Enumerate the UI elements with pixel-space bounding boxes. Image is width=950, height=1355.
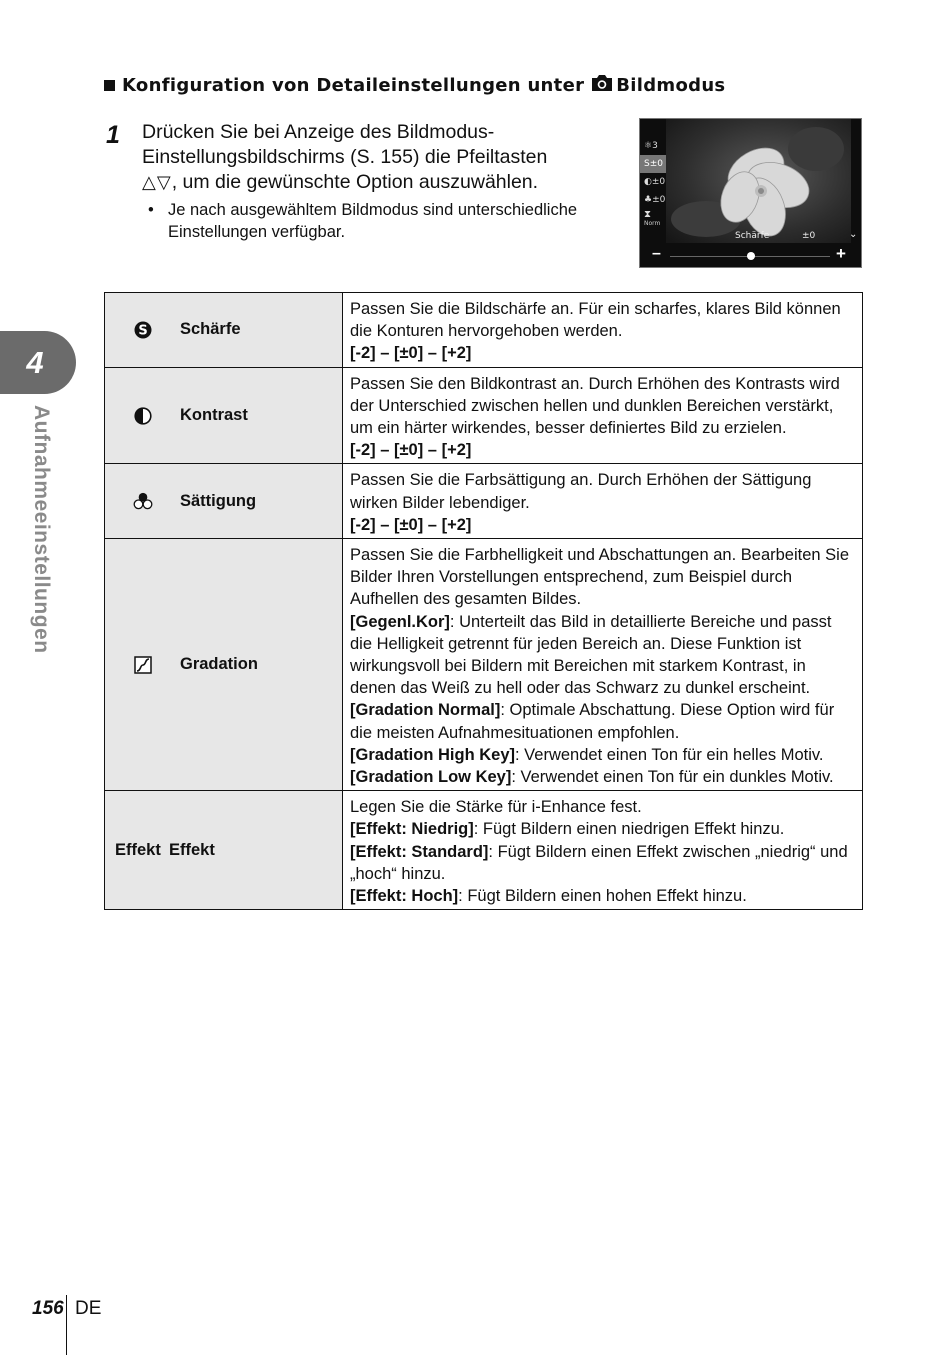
setting-name: Effekt (169, 840, 215, 859)
settings-table (104, 292, 863, 910)
minus-icon: – (652, 245, 661, 262)
setting-description: Passen Sie die Bildschärfe an. Für ein scharfes, klares Bild können die Konturen hervorgehoben werden. [-2] – [±0] – [+2] (343, 293, 863, 368)
slider-knob (747, 252, 755, 260)
language-code: DE (75, 1298, 102, 1319)
flower-photo (666, 119, 851, 243)
camera-icon (590, 73, 614, 98)
svg-text:S: S (137, 323, 148, 339)
page-number: 156 (32, 1298, 64, 1319)
step-instruction (142, 120, 622, 195)
saturation-option: ♣±0 (644, 195, 666, 205)
gradation-icon (105, 656, 180, 674)
square-bullet-icon (104, 80, 115, 91)
footer-divider (66, 1295, 67, 1355)
step-number: 1 (106, 121, 120, 149)
saturation-icon (105, 492, 180, 510)
table-row (105, 464, 863, 539)
plus-icon: + (836, 244, 846, 263)
setting-name-cell (105, 539, 343, 791)
bullet-dot: • (148, 201, 154, 219)
setting-name-cell (105, 367, 343, 464)
gradation-option-icon: ⧗ (644, 209, 652, 220)
setting-name: Sättigung (180, 491, 257, 510)
picture-mode-option: ⚛3 (644, 141, 658, 151)
setting-name: Gradation (180, 655, 258, 674)
gradation-option-label: Norm (644, 220, 661, 227)
setting-name: Kontrast (180, 406, 248, 425)
setting-name-cell (105, 464, 343, 539)
step-line-2: Einstellungsbildschirms (S. 155) die Pfeiltasten (142, 146, 548, 168)
step-note-text: Je nach ausgewähltem Bildmodus sind unterschiedliche Einstellungen verfügbar. (168, 201, 578, 241)
chapter-title: Aufnahmeeinstellungen (30, 405, 53, 654)
sharpness-icon (105, 321, 180, 339)
table-row (105, 293, 863, 368)
heading-suffix: Bildmodus (616, 75, 726, 96)
chapter-number: 4 (26, 344, 44, 380)
arrow-keys-icon: △▽ (142, 172, 172, 192)
camera-option-list (640, 137, 666, 228)
heading-prefix: Konfiguration von Detaileinstellungen unter (122, 75, 585, 96)
effect-icon: Effekt (115, 840, 161, 859)
setting-description: Legen Sie die Stärke für i-Enhance fest. [Effekt: Niedrig]: Fügt Bildern einen niedrigen Effekt hinzu. [Effekt: Standard]: Fügt Bildern einen Effekt zwischen „niedrig“ und „hoch“ hinzu. [Effekt: Hoch]: Fügt Bildern einen hohen Effekt hinzu. (343, 791, 863, 910)
sharpness-option: S±0 (640, 155, 666, 173)
step-line-3 (142, 170, 622, 195)
setting-name: Schärfe (180, 320, 241, 339)
setting-description: Passen Sie den Bildkontrast an. Durch Erhöhen des Kontrasts wird der Unterschied zwischen hellen und dunklen Bereichen verstärkt, um ein härter wirkendes, besser definiertes Bild zu erzielen. [-2] – [±0] – [+2] (343, 367, 863, 464)
table-row (105, 791, 863, 910)
section-heading (104, 73, 725, 98)
table-row (105, 367, 863, 464)
chevron-down-icon: ⌄ (849, 229, 858, 240)
contrast-icon (105, 407, 180, 425)
table-row (105, 539, 863, 791)
chapter-tab (0, 331, 76, 394)
setting-name-cell (105, 293, 343, 368)
camera-caption: Schärfe (735, 231, 770, 241)
setting-name-cell (105, 791, 343, 910)
setting-description: Passen Sie die Farbhelligkeit und Abschattungen an. Bearbeiten Sie Bilder Ihren Vorstellungen entsprechend, zum Beispiel durch Aufhellen des gesamten Bildes. [Gegenl.Kor]: Unterteilt das Bild in detaillierte Bereiche und passt die Helligkeit getrennt für jeden Bereich an. Diese Funktion ist wirkungsvoll bei Bildern mit Bereichen mit starkem Kontrast, in denen das Weiß zu hell oder das Schwarz zu dunkel erscheint. [Gradation Normal]: Optimale Abschattung. Diese Option wird für die meisten Aufnahmesituationen empfohlen. [Gradation High Key]: Verwendet einen Ton für ein helles Motiv. [Gradation Low Key]: Verwendet einen Ton für ein dunkles Motiv. (343, 539, 863, 791)
contrast-option: ◐±0 (644, 177, 666, 187)
step-line-1: Drücken Sie bei Anzeige des Bildmodus- (142, 121, 495, 143)
step-note (148, 199, 628, 243)
camera-value: ±0 (802, 231, 816, 241)
step-line-3-text: , um die gewünschte Option auszuwählen. (171, 171, 539, 193)
setting-description: Passen Sie die Farbsättigung an. Durch Erhöhen der Sättigung wirken Bilder lebendiger. [-2] – [±0] – [+2] (343, 464, 863, 539)
camera-screen-illustration (639, 118, 862, 268)
